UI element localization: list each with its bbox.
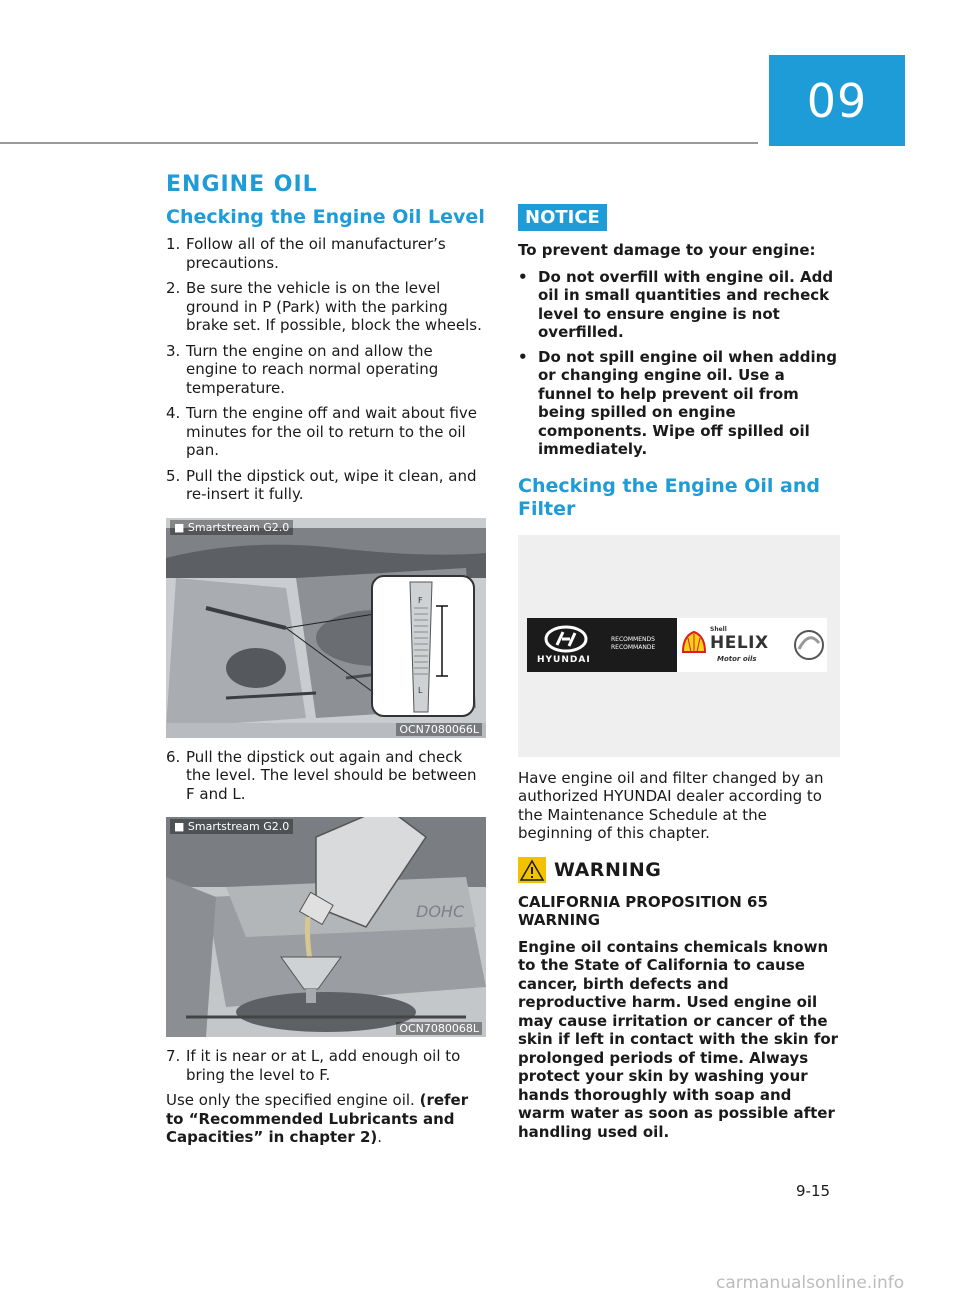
specified-oil-note (166, 1091, 488, 1147)
note-reference: (refer to “Recommended Lubricants and Capacities” in chapter 2) (166, 1091, 469, 1146)
recommande-text: RECOMMANDE (611, 643, 656, 651)
step-text: Pull the dipstick out again and check the level. The level should be between F and L. (186, 747, 477, 803)
bullet-text: Do not overfill with engine oil. Add oil in small quantities and recheck level to ensure engine is not overfilled. (538, 267, 834, 341)
header-rule (0, 142, 758, 144)
shell-wordmark: Shell (710, 625, 727, 633)
svg-text:DOHC: DOHC (416, 902, 465, 921)
motor-oils-text: Motor oils (717, 654, 757, 663)
engine-bay-illustration (166, 518, 486, 738)
section-title: ENGINE OIL (166, 172, 318, 197)
steps-list-1 (166, 235, 488, 504)
step-text: Turn the engine off and wait about five minutes for the oil to return to the oil pan. (186, 404, 478, 459)
step-item (166, 467, 488, 504)
shell-helix-logo-block (677, 618, 827, 672)
dipstick-f-mark: F (418, 595, 423, 605)
steps-list-3 (166, 1047, 488, 1084)
bullet-item (518, 268, 840, 342)
step-number: 4. (166, 404, 181, 422)
figure-code: OCN7080068L (396, 1022, 482, 1035)
warning-header (518, 857, 840, 883)
warning-body: Engine oil contains chemicals known to the State of California to cause cancer, birth defects and reproductive harm. Used engine oil may cause irritation or cancer of the skin if left in contact with the skin for prolonged periods of time. Always protect your skin by washing your hands thoroughly with soap and warm water as soon as possible after handling used oil. (518, 937, 839, 1141)
notice-intro: To prevent damage to your engine: (518, 241, 816, 259)
figure-caption: ■ Smartstream G2.0 (170, 520, 293, 535)
chapter-tab: 09 (769, 55, 905, 146)
figure-code: OCN7080066L (396, 723, 482, 736)
right-column (518, 204, 840, 1149)
recommendation-logo-panel (518, 535, 840, 757)
logo-strip (527, 618, 827, 672)
step-item (166, 748, 488, 804)
bullet-text: Do not spill engine oil when adding or changing engine oil. Use a funnel to help prevent oil from being spilled on engine components. Wipe off spilled oil immediately. (538, 347, 838, 458)
step-number: 2. (166, 279, 181, 297)
step-item (166, 1047, 488, 1084)
filter-change-text: Have engine oil and filter changed by an authorized HYUNDAI dealer according to the Maintenance Schedule at the beginning of this chapter. (518, 768, 824, 842)
warning-heading: CALIFORNIA PROPOSITION 65 WARNING (518, 892, 768, 929)
note-end: . (377, 1128, 383, 1146)
step-number: 6. (166, 747, 181, 766)
note-text: Use only the specified engine oil. (166, 1091, 420, 1109)
step-text: Follow all of the oil manufacturer’s precautions. (186, 235, 446, 272)
step-item (166, 235, 488, 272)
bullet-mark: • (518, 267, 528, 286)
engine-oil-fill-figure (166, 817, 486, 1037)
heading-checking-oil-level: Checking the Engine Oil Level (166, 206, 485, 228)
step-number: 3. (166, 341, 181, 360)
step-text: Pull the dipstick out, wipe it clean, and re-insert it fully. (186, 466, 477, 503)
step-number: 5. (166, 466, 181, 485)
step-text: Be sure the vehicle is on the level ground in P (Park) with the parking brake set. If possible, block the wheels. (186, 279, 482, 334)
watermark: carmanualsonline.info (716, 1273, 905, 1293)
warning-title: WARNING (554, 858, 662, 881)
dipstick-l-mark: L (418, 685, 423, 695)
step-item (166, 404, 488, 460)
heading-oil-and-filter: Checking the Engine Oil and Filter (518, 474, 821, 520)
step-text: If it is near or at L, add enough oil to bring the level to F. (186, 1047, 461, 1084)
notice-badge: NOTICE (518, 204, 607, 231)
warning-triangle-icon (518, 857, 546, 883)
step-item (166, 279, 488, 335)
step-number: 1. (166, 235, 181, 253)
engine-dipstick-figure (166, 518, 486, 738)
hyundai-logo-block (527, 618, 677, 672)
step-item (166, 342, 488, 398)
recommends-text: RECOMMENDS (611, 635, 655, 643)
steps-list-2 (166, 748, 488, 804)
page-number: 9-15 (796, 1182, 831, 1200)
hyundai-wordmark: HYUNDAI (537, 654, 591, 665)
step-text: Turn the engine on and allow the engine to reach normal operating temperature. (186, 341, 439, 397)
left-column (166, 206, 488, 1155)
notice-bullets (518, 268, 840, 459)
bullet-item (518, 348, 840, 459)
helix-wordmark: HELIX (710, 632, 769, 653)
step-number: 7. (166, 1047, 181, 1065)
bullet-mark: • (518, 347, 528, 366)
figure-caption: ■ Smartstream G2.0 (170, 819, 293, 834)
oil-pouring-illustration (166, 817, 486, 1037)
